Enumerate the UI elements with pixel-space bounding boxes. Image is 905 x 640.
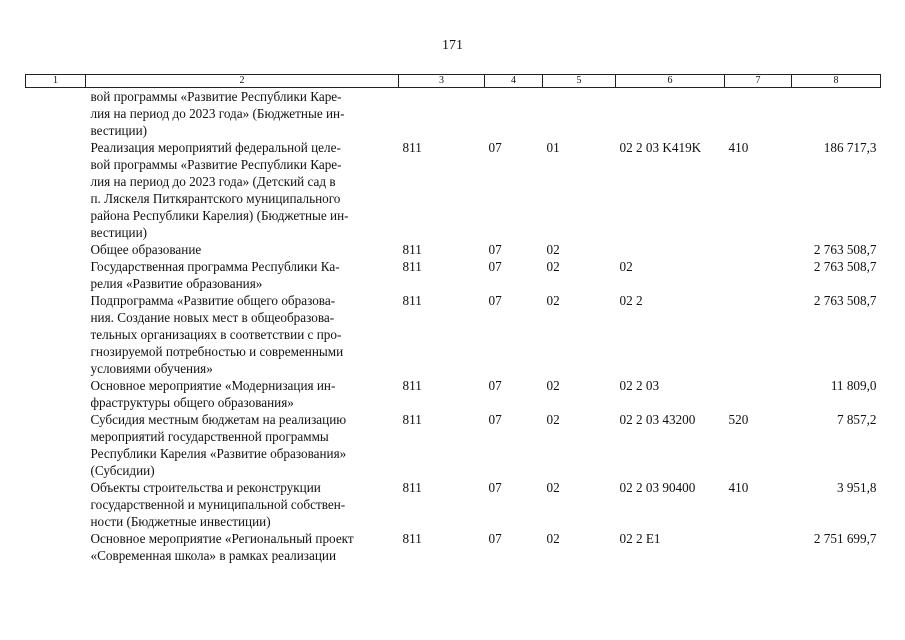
amount-cell: 2 751 699,7 bbox=[813, 531, 877, 546]
ministry-code-cell: 811 bbox=[402, 531, 422, 546]
table-row bbox=[26, 139, 881, 241]
target-article-cell: 02 2 03 K419K bbox=[619, 140, 702, 155]
subsection-code-cell: 01 bbox=[546, 140, 560, 155]
target-article-cell: 02 2 03 43200 bbox=[619, 412, 696, 427]
table-row bbox=[26, 479, 881, 530]
header-col-1: 1 bbox=[26, 75, 86, 88]
ministry-code-cell: 811 bbox=[402, 293, 422, 308]
header-col-3: 3 bbox=[399, 75, 485, 88]
target-article-cell: 02 2 03 90400 bbox=[619, 480, 696, 495]
row-code-cell bbox=[26, 292, 86, 377]
row-name-cell: Объекты строительства и реконструкции государственной и муниципальной собствен- ности (Бюджетные инвестиции) bbox=[90, 480, 346, 529]
row-name-cell: Государственная программа Республики Ка- релия «Развитие образования» bbox=[90, 259, 340, 291]
section-code-cell: 07 bbox=[488, 531, 502, 546]
header-col-6: 6 bbox=[616, 75, 725, 88]
amount-cell: 2 763 508,7 bbox=[813, 242, 877, 257]
row-name-cell: Основное мероприятие «Модернизация ин- фраструктуры общего образования» bbox=[90, 378, 336, 410]
ministry-code-cell: 811 bbox=[402, 259, 422, 274]
amount-cell: 3 951,8 bbox=[836, 480, 877, 495]
amount-cell: 7 857,2 bbox=[836, 412, 877, 427]
header-col-8: 8 bbox=[792, 75, 881, 88]
header-col-5: 5 bbox=[543, 75, 616, 88]
ministry-code-cell: 811 bbox=[402, 242, 422, 257]
table-row bbox=[26, 88, 881, 140]
row-code-cell bbox=[26, 88, 86, 140]
row-code-cell bbox=[26, 258, 86, 292]
section-code-cell bbox=[485, 88, 543, 140]
header-row bbox=[26, 75, 881, 88]
section-code-cell: 07 bbox=[488, 140, 502, 155]
ministry-code-cell: 811 bbox=[402, 378, 422, 393]
header-col-4: 4 bbox=[485, 75, 543, 88]
header-col-2: 2 bbox=[86, 75, 399, 88]
subsection-code-cell: 02 bbox=[546, 293, 560, 308]
expense-type-cell: 410 bbox=[728, 480, 749, 495]
section-code-cell: 07 bbox=[488, 293, 502, 308]
expense-type-cell: 520 bbox=[728, 412, 749, 427]
target-article-cell: 02 2 03 bbox=[619, 378, 660, 393]
row-name-cell: Основное мероприятие «Региональный проект «Современная школа» в рамках реализации bbox=[90, 531, 354, 563]
section-code-cell: 07 bbox=[488, 378, 502, 393]
amount-cell: 11 809,0 bbox=[830, 378, 877, 393]
amount-cell: 186 717,3 bbox=[823, 140, 877, 155]
row-code-cell bbox=[26, 377, 86, 411]
amount-cell bbox=[792, 88, 881, 140]
subsection-code-cell: 02 bbox=[546, 412, 560, 427]
row-name-cell: Подпрограмма «Развитие общего образова- ния. Создание новых мест в общеобразова- тельных организациях в соответствии с про- гнозируемой потребностью и современными условиями обучения» bbox=[90, 293, 344, 376]
target-article-cell: 02 2 bbox=[619, 293, 643, 308]
expense-type-cell bbox=[725, 241, 792, 258]
page-number: 171 bbox=[442, 38, 463, 53]
expense-type-cell bbox=[725, 377, 792, 411]
subsection-code-cell: 02 bbox=[546, 480, 560, 495]
row-code-cell bbox=[26, 411, 86, 479]
target-article-cell bbox=[616, 88, 725, 140]
section-code-cell: 07 bbox=[488, 480, 502, 495]
subsection-code-cell: 02 bbox=[546, 259, 560, 274]
target-article-cell: 02 bbox=[619, 259, 633, 274]
header-col-7: 7 bbox=[725, 75, 792, 88]
amount-cell: 2 763 508,7 bbox=[813, 259, 877, 274]
target-article-cell bbox=[616, 241, 725, 258]
row-code-cell bbox=[26, 530, 86, 564]
row-code-cell bbox=[26, 479, 86, 530]
expense-type-cell bbox=[725, 258, 792, 292]
table-header bbox=[26, 75, 881, 88]
table-row bbox=[26, 530, 881, 564]
budget-table bbox=[25, 74, 881, 564]
table-body bbox=[26, 88, 881, 565]
row-code-cell bbox=[26, 139, 86, 241]
row-name-cell: вой программы «Развитие Республики Каре- лия на период до 2023 года» (Бюджетные ин- вестиции) bbox=[90, 89, 345, 138]
subsection-code-cell: 02 bbox=[546, 378, 560, 393]
amount-cell: 2 763 508,7 bbox=[813, 293, 877, 308]
row-code-cell bbox=[26, 241, 86, 258]
table-row bbox=[26, 241, 881, 258]
table-row bbox=[26, 258, 881, 292]
expense-type-cell bbox=[725, 530, 792, 564]
expense-type-cell bbox=[725, 292, 792, 377]
ministry-code-cell: 811 bbox=[402, 412, 422, 427]
table-row bbox=[26, 377, 881, 411]
row-name-cell: Реализация мероприятий федеральной целе- вой программы «Развитие Республики Каре- лия на период до 2023 года» (Детский сад в п. Ляскеля Питкярантского муниципального района Республики Карелия) (Бюджетные ин- вестиции) bbox=[90, 140, 349, 240]
subsection-code-cell bbox=[543, 88, 616, 140]
target-article-cell: 02 2 E1 bbox=[619, 531, 661, 546]
ministry-code-cell: 811 bbox=[402, 480, 422, 495]
subsection-code-cell: 02 bbox=[546, 242, 560, 257]
table-row bbox=[26, 292, 881, 377]
expense-type-cell: 410 bbox=[728, 140, 749, 155]
table-row bbox=[26, 411, 881, 479]
section-code-cell: 07 bbox=[488, 412, 502, 427]
expense-type-cell bbox=[725, 88, 792, 140]
section-code-cell: 07 bbox=[488, 259, 502, 274]
section-code-cell: 07 bbox=[488, 242, 502, 257]
ministry-code-cell: 811 bbox=[402, 140, 422, 155]
row-name-cell: Субсидия местным бюджетам на реализацию мероприятий государственной программы Республики Карелия «Развитие образования» (Субсидии) bbox=[90, 412, 347, 478]
row-name-cell: Общее образование bbox=[90, 242, 202, 257]
ministry-code-cell bbox=[399, 88, 485, 140]
subsection-code-cell: 02 bbox=[546, 531, 560, 546]
